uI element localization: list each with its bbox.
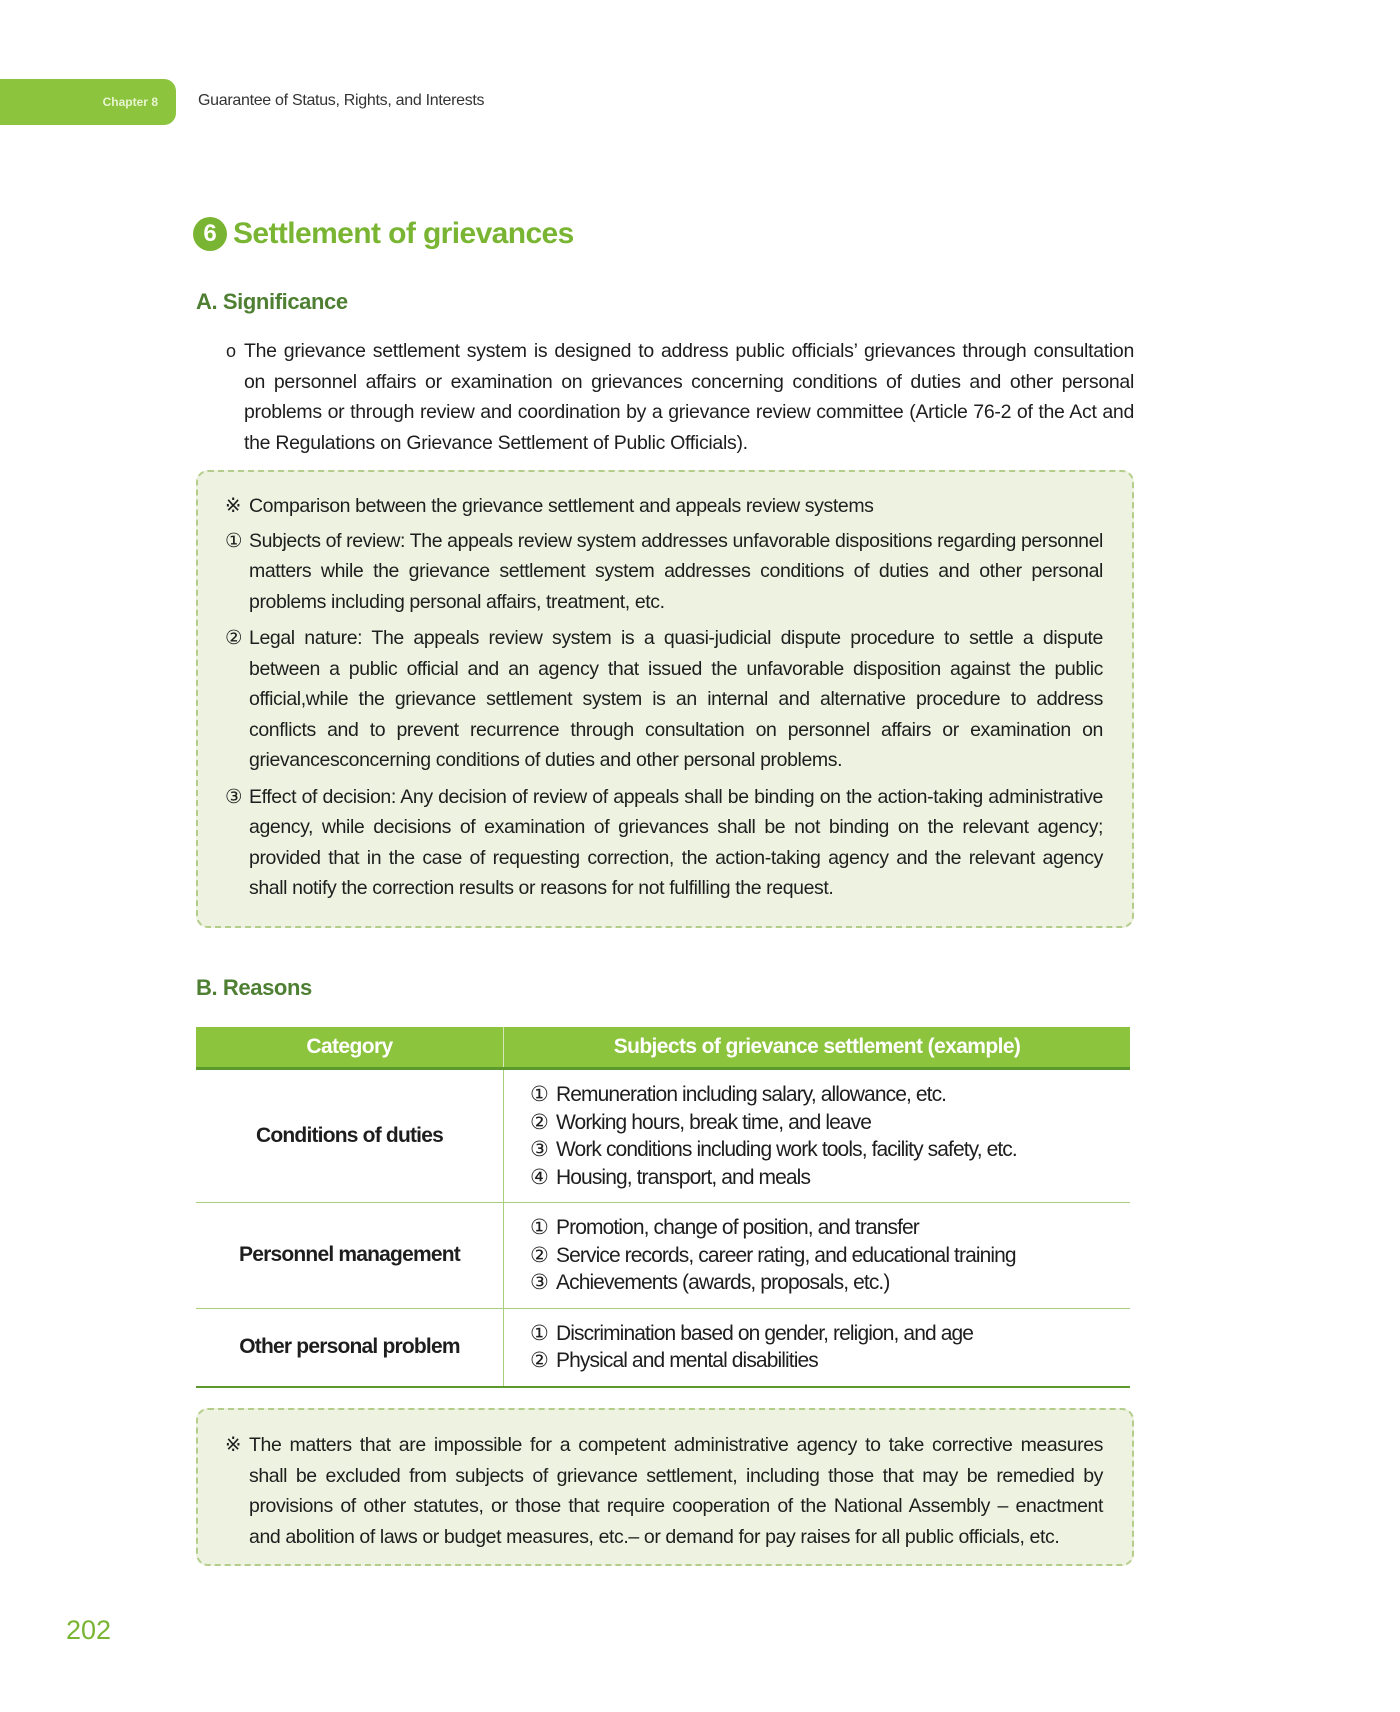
exclusion-note-box [196,1408,1134,1566]
section-heading [193,217,574,251]
bullet-marker: o [226,341,236,361]
list-item: ③ Work conditions including work tools, facility safety, etc. [530,1138,1017,1161]
chapter-tab [0,79,176,125]
comparison-note-box [196,470,1134,928]
comparison-item-3 [225,782,1103,904]
chapter-label: Chapter 8 [102,95,158,109]
exclusion-note-text: The matters that are impossible for a competent administrative agency to take corrective measures shall be excluded from subjects of grievance settlement, including those that may be remedied by provisions of other statutes, or those that require cooperation of the National Assembly – enactment and abolition of laws or budget measures, etc.– or demand for pay raises for all public officials, etc. [249,1434,1103,1548]
comparison-note-title-text: Comparison between the grievance settlement and appeals review systems [249,495,874,517]
comparison-item-text: Effect of decision: Any decision of review of appeals shall be binding on the action-taking administrative agency, while decisions of examination of grievances shall be not binding on the relevant agency; provided that in the case of requesting correction, the action-taking agency and the relevant agency shall notify the correction results or reasons for not fulfilling the request. [249,785,1103,899]
table-header-row [196,1027,1130,1069]
column-header-category: Category [196,1027,504,1069]
reasons-table [196,1027,1130,1388]
item-marker: ① [225,529,243,552]
list-item: ④ Housing, transport, and meals [530,1165,811,1189]
significance-heading: A. Significance [196,289,348,314]
list-item: ② Physical and mental disabilities [530,1349,818,1372]
exclusion-note [225,1430,1103,1552]
table-row [196,1069,1130,1203]
list-item: ② Working hours, break time, and leave [530,1110,872,1134]
item-marker: ③ [225,785,243,808]
item-marker: ② [225,627,243,649]
category-cell: Other personal problem [196,1308,504,1387]
comparison-item-text: Legal nature: The appeals review system is a quasi-judicial dispute procedure to settle a dispute between a public official and an agency that issued the unfavorable disposition against the public official,while the grievance settlement system is an internal and alternative procedure to address conflicts and to prevent recurrence through consultation on personnel affairs or examination on grievancesconcerning conditions of duties and other personal problems. [249,627,1103,771]
section-number-badge: 6 [193,217,227,251]
table-row [196,1203,1130,1309]
list-item: ② Service records, career rating, and educational training [530,1243,1016,1267]
list-item: ① Promotion, change of position, and transfer [530,1216,919,1239]
running-title: Guarantee of Status, Rights, and Interests [198,92,485,109]
items-cell [504,1069,1131,1203]
reference-mark: ※ [225,1434,241,1456]
items-cell [504,1203,1131,1309]
section-title: Settlement of grievances [233,217,574,250]
comparison-item-1 [225,526,1103,618]
category-cell: Personnel management [196,1203,504,1309]
column-header-subjects: Subjects of grievance settlement (example) [504,1027,1131,1069]
list-item: ① Discrimination based on gender, religion, and age [530,1321,974,1345]
reference-mark: ※ [225,495,241,517]
comparison-item-2 [225,623,1103,776]
comparison-item-text: Subjects of review: The appeals review system addresses unfavorable dispositions regarding personnel matters while the grievance settlement system addresses conditions of duties and other personal problems including personal affairs, treatment, etc. [249,529,1103,613]
table-row [196,1308,1130,1387]
comparison-note-title [225,491,1103,522]
list-item: ① Remuneration including salary, allowance, etc. [530,1083,947,1106]
reasons-heading: B. Reasons [196,975,312,1000]
significance-text: The grievance settlement system is designed to address public officials’ grievances through consultation on personnel affairs or examination on grievances concerning conditions of duties and other personal problems or through review and coordination by a grievance review committee (Article 76-2 of the Act and the Regulations on Grievance Settlement of Public Officials). [244,340,1134,454]
items-cell [504,1308,1131,1387]
significance-paragraph [226,336,1134,458]
list-item: ③ Achievements (awards, proposals, etc.) [530,1271,890,1294]
category-cell: Conditions of duties [196,1069,504,1203]
page-number: 202 [66,1615,112,1645]
